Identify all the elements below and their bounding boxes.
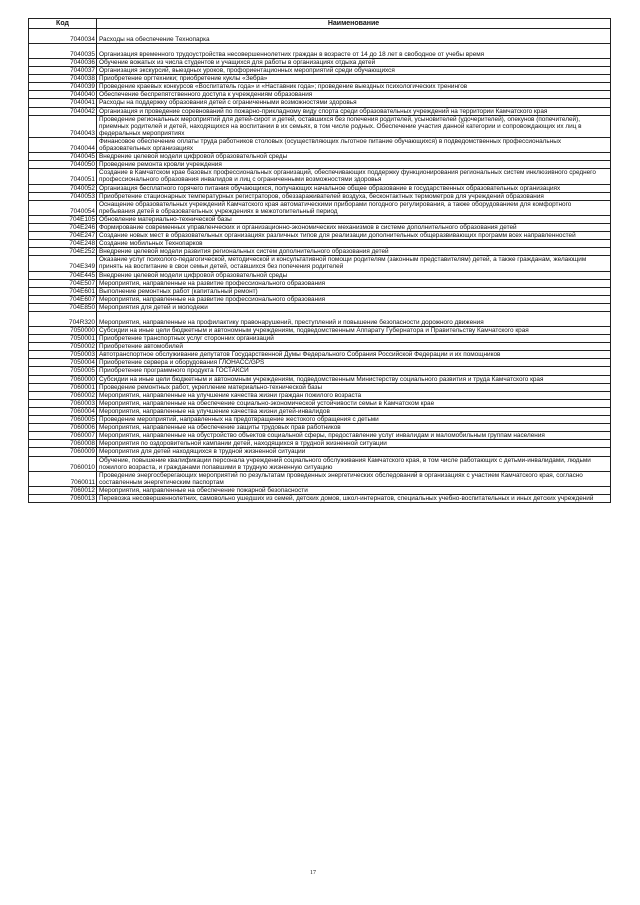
code-cell: 704E850 (29, 303, 97, 311)
table-row (29, 432, 611, 440)
name-cell: Мероприятия, направленные на профилактику правонарушений, преступлений и повышение безопасности дорожного движения (97, 312, 611, 327)
name-cell: Внедрение целевой модели цифровой образовательной среды (97, 271, 611, 279)
table-row (29, 184, 611, 192)
table-row (29, 200, 611, 215)
name-cell: Приобретение программного продукта ГОСТАКСИ (97, 367, 611, 375)
name-cell: Мероприятия, направленные на обустройство объектов социальной сферы, предоставление услуг инвалидам и маломобильным группам населения (97, 432, 611, 440)
name-cell: Субсидии на иные цели бюджетным и автономным учреждениям, подведомственным Аппарату Губернатора и Правительству Камчатского края (97, 327, 611, 335)
name-cell: Проведение краевых конкурсов «Воспитатель года» и «Наставник года»; проведение выездных психологических тренингов (97, 83, 611, 91)
table-row (29, 375, 611, 383)
code-cell: 704E248 (29, 240, 97, 248)
classification-table-area (28, 18, 611, 503)
code-cell: 7060012 (29, 486, 97, 494)
name-cell: Оказание услуг психолого-педагогической, методической и консультативной помощи родителям (законным представителям) детей, а также гражданам, желающим принять на воспитание в свои семьи детей, оставшихся без попечения родителей (97, 256, 611, 271)
table-row (29, 303, 611, 311)
table-row (29, 223, 611, 231)
code-cell: 7040036 (29, 59, 97, 67)
table-row (29, 367, 611, 375)
name-cell: Формирование современных управленческих и организационно-экономических механизмов в системе дополнительного образования детей (97, 223, 611, 231)
table-row (29, 248, 611, 256)
table-row (29, 161, 611, 169)
code-cell: 7040041 (29, 99, 97, 107)
code-cell: 7040035 (29, 44, 97, 59)
name-cell: Оснащение образовательных учреждений Камчатского края автоматическими приборами погодного регулирования, а также оборудованием для комфортного пребывания детей в образовательных учреждениях в межотопительный период (97, 200, 611, 215)
code-cell: 704R320 (29, 312, 97, 327)
code-cell: 7040052 (29, 184, 97, 192)
name-cell: Мероприятия, направленные на улучшение качества жизни граждан пожилого возраста (97, 391, 611, 399)
name-cell: Обеспечение беспрепятственного доступа к учреждениям образования (97, 91, 611, 99)
name-cell: Приобретение оргтехники; приобретение куклы «Зебра» (97, 75, 611, 83)
code-cell: 7050001 (29, 335, 97, 343)
table-row (29, 440, 611, 448)
table-row (29, 391, 611, 399)
code-cell: 7040054 (29, 200, 97, 215)
name-cell: Мероприятия, направленные на обеспечение социально-экономической устойчивости семьи в Камчатском крае (97, 399, 611, 407)
name-cell: Мероприятия, направленные на улучшение качества жизни детей-инвалидов (97, 407, 611, 415)
name-cell: Приобретение стационарных температурных регистраторов, обеззараживателей воздуха, бесконтактных термометров для учреждений образования (97, 192, 611, 200)
table-row (29, 424, 611, 432)
table-row (29, 399, 611, 407)
code-cell: 7060011 (29, 471, 97, 486)
code-table (28, 18, 611, 503)
name-cell: Перевозка несовершеннолетних, самовольно ушедших из семей, детских домов, школ-интернатов, специальных учебно-воспитательных и иных детских учреждений (97, 494, 611, 502)
code-cell: 7050005 (29, 367, 97, 375)
name-cell: Проведение региональных мероприятий для детей-сирот и детей, оставшихся без попечения родителей, усыновителей (удочерителей), опекунов (попечителей), приемных родителей и детей, находящихся на воспитании в их семьях, в том числе родных. Обеспечение участия данной категории и сопровождающих их лиц в федеральных мероприятиях (97, 115, 611, 137)
name-cell: Мероприятия по оздоровительной кампании детей, находящихся в трудной жизненной ситуации (97, 440, 611, 448)
name-cell: Мероприятия, направленные на обеспечение защиты трудовых прав работников (97, 424, 611, 432)
table-row (29, 448, 611, 456)
table-row (29, 456, 611, 471)
table-row (29, 59, 611, 67)
code-cell: 7060001 (29, 383, 97, 391)
name-cell: Создание в Камчатском крае базовых профессиональных организаций, обеспечивающих поддержку функционирования региональных систем инклюзивного среднего профессионального образования инвалидов и лиц с ограниченными возможностями здоровья (97, 169, 611, 184)
name-cell: Проведение ремонта кровли учреждения (97, 161, 611, 169)
table-header-row (29, 19, 611, 29)
code-cell: 7060000 (29, 375, 97, 383)
name-cell: Организация и проведение соревнований по пожарно-прикладному виду спорта среди образовательных учреждений на территории Камчатского края (97, 107, 611, 115)
table-row (29, 215, 611, 223)
table-row (29, 416, 611, 424)
name-cell: Автотранспортное обслуживание депутатов Государственной Думы Федерального Собрания Российской Федерации и их помощников (97, 351, 611, 359)
table-row (29, 383, 611, 391)
name-cell: Внедрение целевой модели развития региональных систем дополнительного образования детей (97, 248, 611, 256)
table-row (29, 471, 611, 486)
code-cell: 7040050 (29, 161, 97, 169)
name-cell: Мероприятия, направленные на обеспечение пожарной безопасности (97, 486, 611, 494)
code-cell: 7060009 (29, 448, 97, 456)
name-cell: Организация временного трудоустройства несовершеннолетних граждан в возрасте от 14 до 18 лет в свободное от учебы время (97, 44, 611, 59)
code-cell: 704E607 (29, 295, 97, 303)
code-cell: 7040042 (29, 107, 97, 115)
table-row (29, 407, 611, 415)
table-row (29, 335, 611, 343)
table-row (29, 271, 611, 279)
name-cell: Организация бесплатного горячего питания обучающихся, получающих начальное общее образование в государственных образовательных организациях (97, 184, 611, 192)
code-cell: 7050003 (29, 351, 97, 359)
name-cell: Создание новых мест в образовательных организациях различных типов для реализации дополнительных общеразвивающих программ всех направленностей (97, 232, 611, 240)
code-cell: 704E507 (29, 279, 97, 287)
table-row (29, 91, 611, 99)
code-cell: 7040034 (29, 29, 97, 44)
code-cell: 7040043 (29, 115, 97, 137)
name-cell: Финансовое обеспечение оплаты труда работников столовых (осуществляющих льготное питание обучающихся) в подведомственных профессиональных образовательных организациях (97, 137, 611, 152)
name-cell: Субсидии на иные цели бюджетным и автономным учреждениям, подведомственным Министерству социального развития и труда Камчатского края (97, 375, 611, 383)
table-row (29, 279, 611, 287)
table-row (29, 192, 611, 200)
table-row (29, 44, 611, 59)
code-cell: 704E252 (29, 248, 97, 256)
code-cell: 7040040 (29, 91, 97, 99)
code-cell: 7040051 (29, 169, 97, 184)
name-cell: Мероприятия, направленные на развитие профессионального образования (97, 295, 611, 303)
table-row (29, 295, 611, 303)
code-cell: 7060003 (29, 399, 97, 407)
code-cell: 7060004 (29, 407, 97, 415)
name-cell: Организация экскурсий, выездных уроков, профориентационных мероприятий среди обучающихся (97, 67, 611, 75)
table-row (29, 83, 611, 91)
table-row (29, 486, 611, 494)
table-row (29, 327, 611, 335)
name-cell: Обучение вожатых из числа студентов и учащихся для работы в организациях отдыха детей (97, 59, 611, 67)
name-cell: Мероприятия для детей и молодежи (97, 303, 611, 311)
table-row (29, 115, 611, 137)
code-cell: 7040037 (29, 67, 97, 75)
code-cell: 7060006 (29, 424, 97, 432)
table-row (29, 359, 611, 367)
code-cell: 7040053 (29, 192, 97, 200)
code-cell: 704E349 (29, 256, 97, 271)
code-cell: 7040039 (29, 83, 97, 91)
name-cell: Обновление материально-технической базы (97, 215, 611, 223)
name-cell: Выполнение ремонтных работ (капитальный ремонт) (97, 287, 611, 295)
name-cell: Расходы на поддержку образования детей с ограниченными возможностями здоровья (97, 99, 611, 107)
code-cell: 7060010 (29, 456, 97, 471)
code-cell: 7040044 (29, 137, 97, 152)
table-row (29, 351, 611, 359)
code-cell: 7050000 (29, 327, 97, 335)
table-row (29, 169, 611, 184)
name-cell: Проведение энергосберегающих мероприятий по результатам проведенных энергетических обследований в организациях с участием Камчатского края, согласно составленным энергетическим паспортам (97, 471, 611, 486)
name-cell: Мероприятия, направленные на развитие профессионального образования (97, 279, 611, 287)
name-cell: Обучение, повышение квалификации персонала учреждений социального обслуживания Камчатского края, в том числе работающих с детьми-инвалидами, людьми пожилого возраста, и гражданами попавшими в трудную жизненную ситуацию (97, 456, 611, 471)
header-name: Наименование (97, 19, 611, 29)
header-code: Код (29, 19, 97, 29)
code-cell: 7050002 (29, 343, 97, 351)
code-cell: 7060005 (29, 416, 97, 424)
table-row (29, 256, 611, 271)
table-row (29, 99, 611, 107)
table-row (29, 240, 611, 248)
code-cell: 704E247 (29, 232, 97, 240)
code-cell: 7040038 (29, 75, 97, 83)
code-cell: 704E601 (29, 287, 97, 295)
table-row (29, 67, 611, 75)
name-cell: Приобретение сервера и оборудования ГЛОНАСС/GPS (97, 359, 611, 367)
name-cell: Создание мобильных Технопарков (97, 240, 611, 248)
code-cell: 7060007 (29, 432, 97, 440)
code-cell: 704E445 (29, 271, 97, 279)
name-cell: Приобретение транспортных услуг сторонних организаций (97, 335, 611, 343)
code-cell: 7060013 (29, 494, 97, 502)
name-cell: Мероприятия для детей находящихся в трудной жизненной ситуации (97, 448, 611, 456)
code-cell: 704E105 (29, 215, 97, 223)
table-row (29, 107, 611, 115)
table-row (29, 232, 611, 240)
table-row (29, 153, 611, 161)
table-row (29, 312, 611, 327)
table-row (29, 494, 611, 502)
table-row (29, 287, 611, 295)
table-row (29, 343, 611, 351)
name-cell: Приобретение автомобилей (97, 343, 611, 351)
name-cell: Проведение мероприятий, направленных на предотвращение жестокого обращения с детьми (97, 416, 611, 424)
name-cell: Внедрение целевой модели цифровой образовательной среды (97, 153, 611, 161)
code-cell: 704E246 (29, 223, 97, 231)
table-row (29, 75, 611, 83)
code-cell: 7040045 (29, 153, 97, 161)
code-cell: 7050004 (29, 359, 97, 367)
name-cell: Проведение ремонтных работ, укрепление материально-технической базы (97, 383, 611, 391)
code-cell: 7060008 (29, 440, 97, 448)
name-cell: Расходы на обеспечение Технопарка (97, 29, 611, 44)
table-row (29, 137, 611, 152)
page-number: 17 (310, 870, 316, 876)
code-cell: 7060002 (29, 391, 97, 399)
table-row (29, 29, 611, 44)
